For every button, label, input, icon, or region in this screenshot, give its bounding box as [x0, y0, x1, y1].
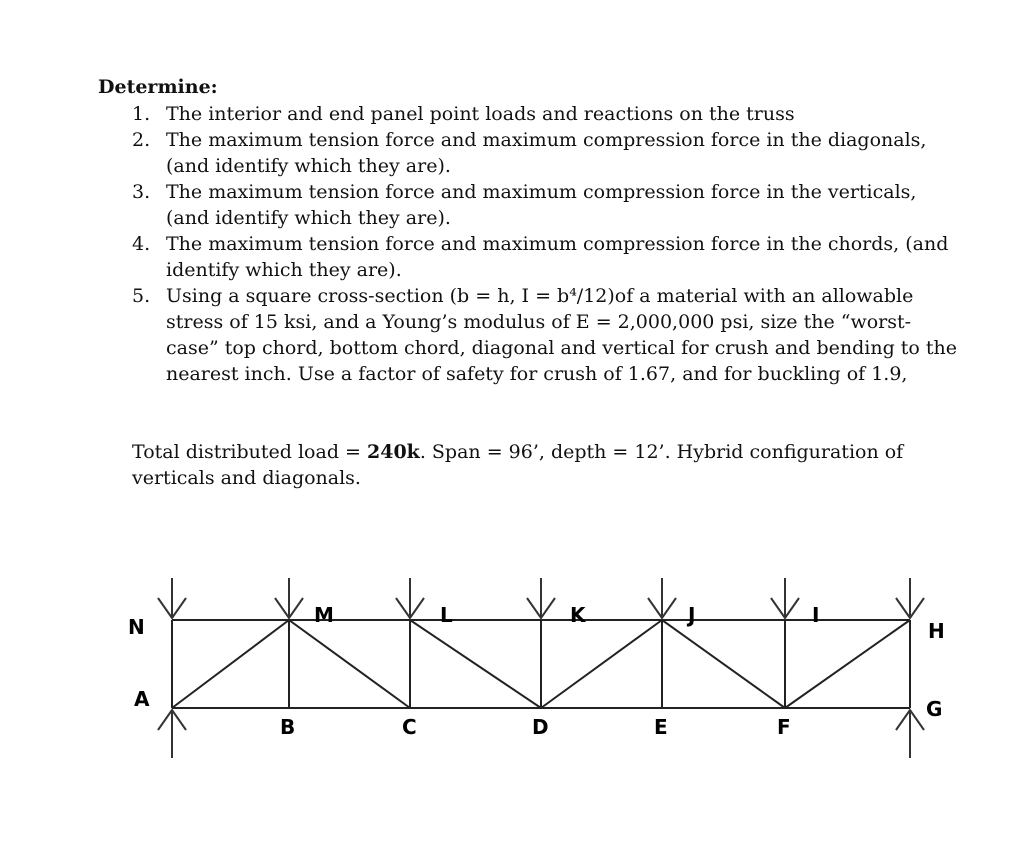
node-label-bottom: E [654, 715, 668, 739]
list-item [132, 127, 962, 179]
item-number: 5. [132, 285, 151, 307]
diagonal-member [410, 620, 541, 708]
item-text: The interior and end panel point loads and reactions on the truss [166, 103, 795, 125]
given-conditions [132, 439, 972, 491]
node-label-top: J [688, 603, 696, 627]
node-label-top: H [928, 619, 945, 643]
truss-diagram [0, 560, 1024, 780]
list-item [132, 283, 962, 387]
load-arrow [648, 578, 676, 618]
heading: Determine: [98, 76, 218, 98]
load-arrow [396, 578, 424, 618]
list-item [132, 179, 962, 231]
list-item [132, 231, 962, 283]
node-label-top: K [570, 603, 586, 627]
item-number: 4. [132, 233, 151, 255]
truss-members [172, 620, 910, 708]
node-label-bottom: B [280, 715, 296, 739]
item-text: Using a square cross-section (b = h, I = b⁴/12)of a material with an allowable stress of 15 ksi, and a Young’s modulus of E = 2,000,000 psi, size the “worst-case” top chord, bottom chord, diagonal and vertical for crush and bending to the nearest inch. Use a factor of safety for crush of 1.67, and for buckling of 1.9, [166, 285, 958, 385]
node-label-bottom: D [532, 715, 549, 739]
given-prefix: Total distributed load = [132, 441, 367, 463]
node-label-top: I [812, 603, 820, 627]
right-reaction-arrow [896, 710, 924, 758]
node-label-bottom: G [926, 697, 943, 721]
diagonal-member [172, 620, 289, 708]
given-suffix: . Span = 96’, depth = 12’. Hybrid configuration of verticals and diagonals. [132, 441, 904, 489]
item-text: The maximum tension force and maximum compression force in the diagonals, (and identify which they are). [166, 129, 927, 177]
node-label-top: L [440, 603, 453, 627]
load-arrows [158, 578, 924, 618]
item-number: 1. [132, 103, 151, 125]
node-label-bottom: C [402, 715, 417, 739]
node-label-bottom: F [777, 715, 791, 739]
left-reaction-arrow [158, 710, 186, 758]
node-label-top: M [314, 603, 334, 627]
question-list [132, 101, 962, 387]
diagonal-member [289, 620, 410, 708]
diagonal-member [541, 620, 662, 708]
list-item [132, 101, 962, 127]
load-arrow [771, 578, 799, 618]
load-arrow [275, 578, 303, 618]
diagonal-member [785, 620, 910, 708]
item-number: 3. [132, 181, 151, 203]
load-arrow [527, 578, 555, 618]
item-text: The maximum tension force and maximum compression force in the chords, (and identify which they are). [166, 233, 949, 281]
item-number: 2. [132, 129, 151, 151]
load-arrow [896, 578, 924, 618]
item-text: The maximum tension force and maximum compression force in the verticals, (and identify which they are). [166, 181, 917, 229]
diagonal-member [662, 620, 785, 708]
node-label-top: N [128, 615, 145, 639]
total-load: 240k [367, 441, 420, 463]
node-label-bottom: A [134, 687, 150, 711]
load-arrow [158, 578, 186, 618]
